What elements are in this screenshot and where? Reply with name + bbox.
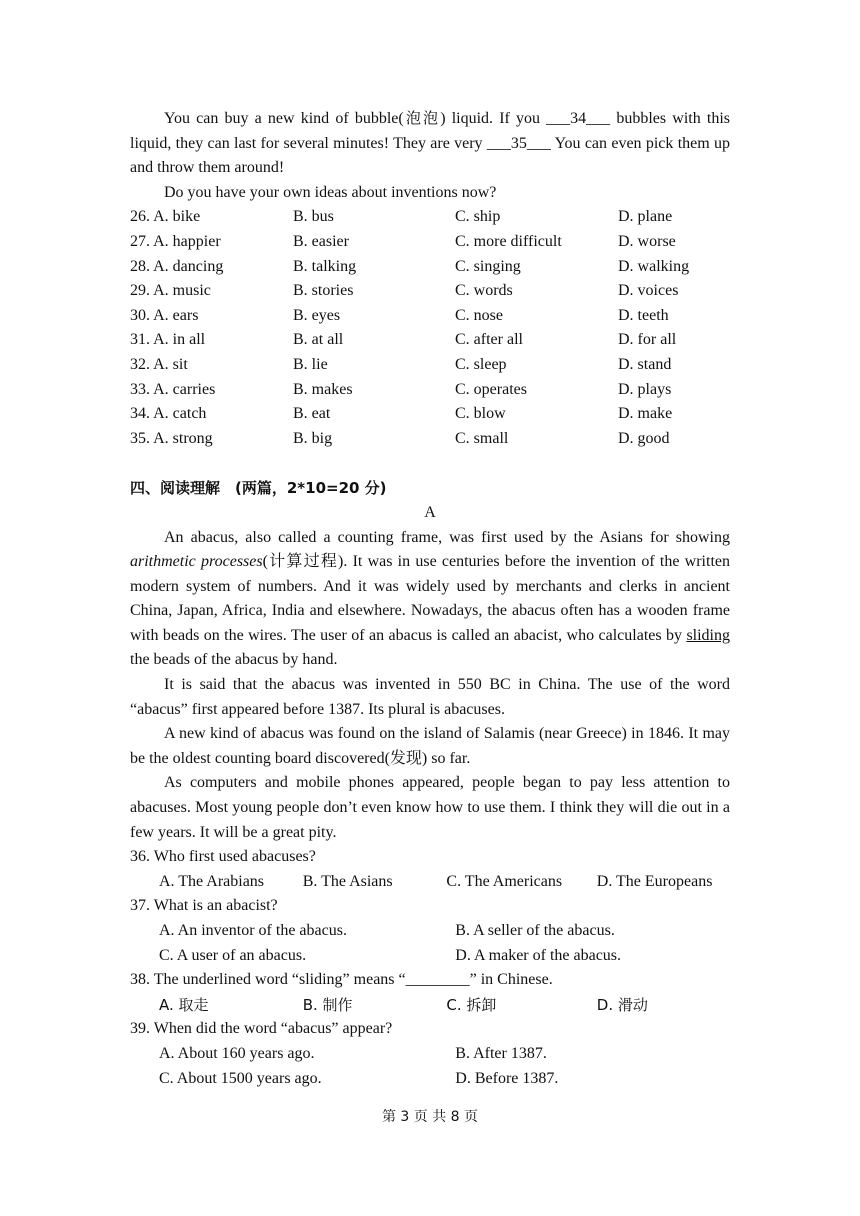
cloze-question-option-a: 33. A. carries [130,380,216,398]
option: C. About 1500 years ago. [159,1069,322,1087]
cloze-option-row [130,304,750,329]
question-stem: 38. The underlined word “sliding” means “________” in Chinese. [130,971,553,989]
paragraph-text: ) liquid. If you ___34___ bubbles with this liquid, they can last for several minutes! They are very ___35___ You can even pick them up and throw them around! [130,110,730,177]
cloze-option-row [130,205,750,230]
cloze-option: D. for all [618,331,677,349]
cloze-option-row [130,255,750,280]
reading-paragraph: As computers and mobile phones appeared, people began to pay less attention to abacuses. Most young people don’t even know how to use them. I think they will die out in a few years. It will be a great pity. [130,774,730,841]
cloze-option: B. talking [293,257,357,275]
section-heading: 四、阅读理解 (两篇，2*10=20 分) [130,479,387,498]
paragraph-text: (计算过程). It was in use centuries before the invention of the written modern system of numbers. And it was widely used by merchants and clerks in ancient China, Japan, Africa, India and elsewhere. Nowadays, the abacus often has a wooden frame with beads on the wires. The user of an abacus is called an abacist, who calculates by [130,553,730,644]
cloze-option: C. sleep [455,355,507,373]
option: B. The Asians [302,872,393,890]
question-stem: 36. Who first used abacuses? [130,848,316,866]
option: D. Before 1387. [455,1069,559,1087]
exam-page [130,106,730,1091]
reading-paragraph: A new kind of abacus was found on the island of Salamis (near Greece) in 1846. It may be the oldest counting board discovered(发现) so far. [130,725,730,767]
cloze-option: B. stories [293,282,354,300]
passage-label: A [424,503,436,521]
chinese-gloss: 泡泡 [403,109,441,127]
option: D. A maker of the abacus. [455,946,622,964]
cloze-question-option-a: 31. A. in all [130,331,206,349]
reading-paragraph [130,526,730,674]
option: B. 制作 [302,995,353,1014]
paragraph-text: An abacus, also called a counting frame, was first used by the Asians for showing [164,528,730,546]
cloze-option-row [130,378,750,403]
cloze-option-row [130,328,750,353]
reading-paragraph: It is said that the abacus was invented in 550 BC in China. The use of the word “abacus” first appeared before 1387. Its plural is abacuses. [130,676,730,718]
cloze-option: D. worse [618,232,676,250]
cloze-option: C. singing [455,257,521,275]
cloze-option: B. easier [293,232,349,250]
question-stem: 39. When did the word “abacus” appear? [130,1020,393,1038]
passage-paragraph [130,106,730,181]
cloze-option: B. makes [293,380,353,398]
cloze-option: B. bus [293,208,334,226]
underlined-word: sliding [686,626,730,644]
cloze-option: C. blow [455,405,506,423]
page-footer: 第 3 页 共 8 页 [381,1109,479,1125]
cloze-options-table [130,205,750,451]
cloze-option: C. after all [455,331,523,349]
answer-options [130,993,730,1018]
option: D. 滑动 [596,995,648,1014]
cloze-option-row [130,230,750,255]
option: A. 取走 [159,995,209,1014]
answer-options [130,944,730,969]
cloze-option: D. plays [618,380,672,398]
cloze-option: B. eat [293,405,331,423]
cloze-option: C. ship [455,208,501,226]
paragraph-text: You can buy a new kind of bubble( [164,110,404,127]
option: C. A user of an abacus. [159,946,307,964]
option: C. 拆卸 [446,995,497,1014]
option: D. The Europeans [596,872,713,890]
cloze-option: D. make [618,405,673,423]
cloze-option-row [130,402,750,427]
question-stem: 37. What is an abacist? [130,897,278,915]
answer-options [130,870,730,895]
cloze-option: C. words [455,282,513,300]
cloze-question-option-a: 28. A. dancing [130,257,224,275]
option: B. After 1387. [455,1044,547,1062]
cloze-option: D. stand [618,355,672,373]
cloze-option: C. operates [455,380,527,398]
cloze-option: B. at all [293,331,344,349]
option: A. About 160 years ago. [159,1044,315,1062]
cloze-option: D. voices [618,282,679,300]
cloze-option: D. plane [618,208,673,226]
option: C. The Americans [446,872,563,890]
cloze-question-option-a: 29. A. music [130,282,211,300]
paragraph-text: the beads of the abacus by hand. [130,651,338,669]
answer-options [130,1042,730,1067]
cloze-question-option-a: 27. A. happier [130,232,221,250]
cloze-option: B. big [293,429,333,447]
cloze-option-row [130,427,750,452]
cloze-question-option-a: 32. A. sit [130,355,188,373]
cloze-option: C. small [455,429,509,447]
italic-term: arithmetic processes [130,553,263,571]
passage-paragraph: Do you have your own ideas about inventions now? [164,183,497,201]
option: A. An inventor of the abacus. [159,922,347,939]
option: A. The Arabians [159,872,265,890]
cloze-option: D. good [618,429,670,447]
cloze-option: C. nose [455,306,503,324]
option: B. A seller of the abacus. [455,922,615,939]
cloze-question-option-a: 30. A. ears [130,306,199,324]
cloze-option-row [130,279,750,304]
cloze-question-option-a: 34. A. catch [130,405,207,423]
cloze-option: B. eyes [293,306,341,324]
cloze-question-option-a: 26. A. bike [130,208,201,226]
cloze-question-option-a: 35. A. strong [130,429,213,447]
answer-options [130,1067,730,1092]
answer-options [130,919,730,944]
cloze-option: D. walking [618,257,690,275]
cloze-option: D. teeth [618,306,669,324]
cloze-option: B. lie [293,355,328,373]
cloze-option: C. more difficult [455,232,562,250]
cloze-option-row [130,353,750,378]
